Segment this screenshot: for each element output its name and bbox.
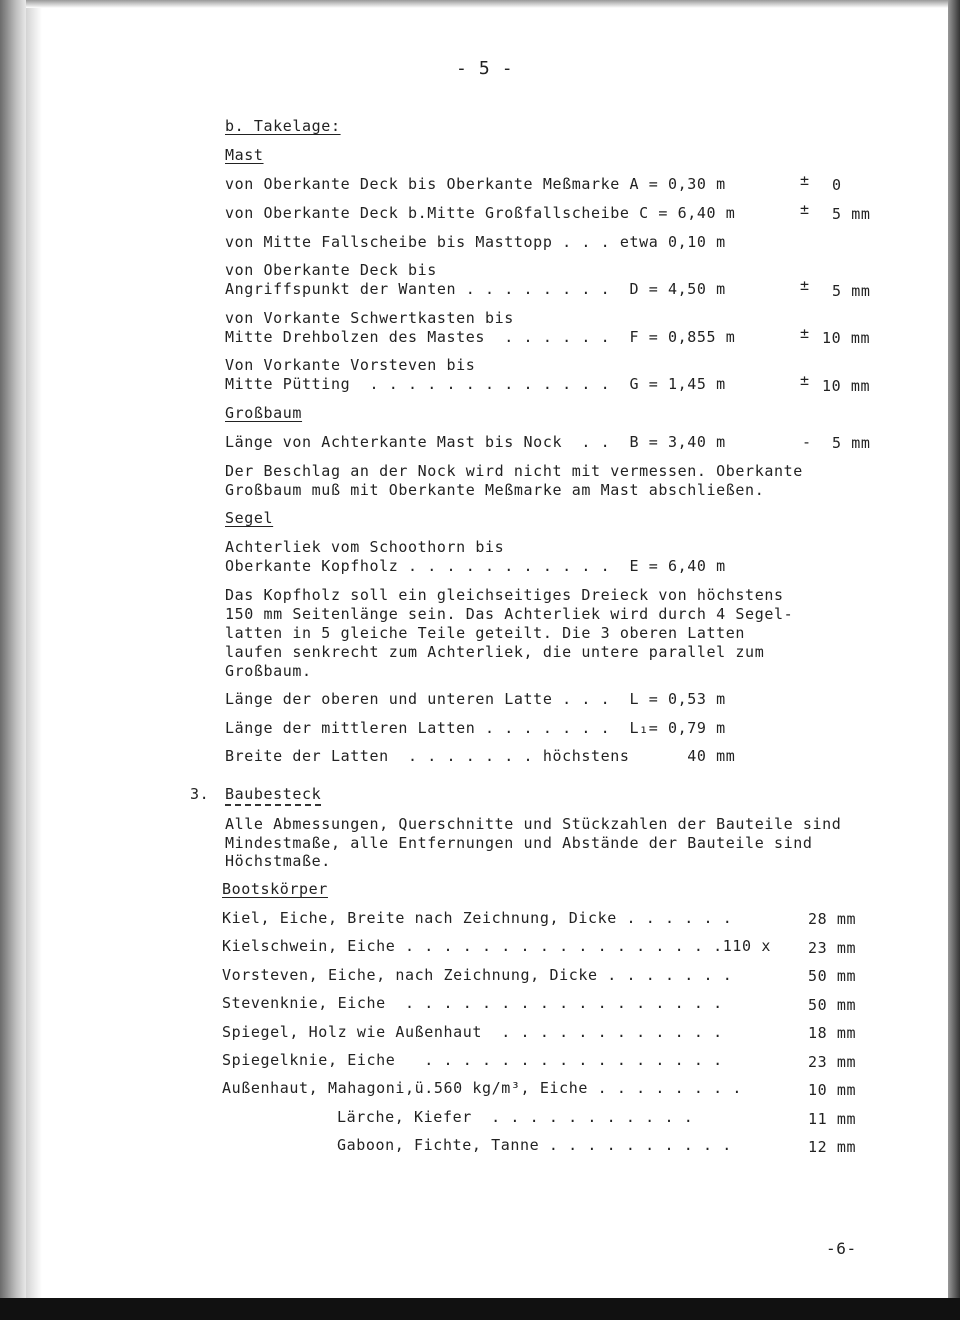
next-page-marker: -6- <box>826 1239 857 1258</box>
bootskoerper-row-kiel: Kiel, Eiche, Breite nach Zeichnung, Dicke . . . . . . <box>222 909 733 927</box>
bootskoerper-row-vorsteven-value: 50 mm <box>808 967 857 985</box>
bootskoerper-row-spiegel-value: 18 mm <box>808 1024 857 1042</box>
segel-row-e-line1: Achterliek vom Schoothorn bis <box>225 538 505 556</box>
mast-row-d-tol-sign: ± <box>800 276 810 294</box>
grossbaum-row-b-tol: 5 mm <box>832 434 871 452</box>
bootskoerper-row-gaboon-value: 12 mm <box>808 1138 857 1156</box>
bootskoerper-row-stevenknie: Stevenknie, Eiche . . . . . . . . . . . . . . . . . <box>222 994 723 1012</box>
bootskoerper-row-kielschwein-value: 23 mm <box>808 939 857 957</box>
mast-row-a-tol: 0 <box>832 176 842 194</box>
mast-row-f-tol-sign: ± <box>800 324 810 342</box>
bootskoerper-row-spiegel: Spiegel, Holz wie Außenhaut . . . . . . . . . . . . <box>222 1023 723 1041</box>
mast-row-a: von Oberkante Deck bis Oberkante Meßmarke A = 0,30 m <box>225 175 726 193</box>
segel-para-line3: latten in 5 gleiche Teile geteilt. Die 3 oberen Latten <box>225 624 746 642</box>
grossbaum-note-line1: Der Beschlag an der Nock wird nicht mit vermessen. Oberkante <box>225 462 803 480</box>
mast-row-d-tol: 5 mm <box>832 282 871 300</box>
bootskoerper-row-aussenhaut-value: 10 mm <box>808 1081 857 1099</box>
page-number: - 5 - <box>456 58 514 79</box>
grossbaum-row-b: Länge von Achterkante Mast bis Nock . . B = 3,40 m <box>225 433 726 451</box>
mast-row-c-tol: 5 mm <box>832 205 871 223</box>
latten-row-l: Länge der oberen und unteren Latte . . . L = 0,53 m <box>225 690 726 708</box>
subheading-segel: Segel <box>225 509 274 527</box>
bootskoerper-row-stevenknie-value: 50 mm <box>808 996 857 1014</box>
grossbaum-row-b-tol-sign: - <box>802 433 812 451</box>
bootskoerper-row-vorsteven: Vorsteven, Eiche, nach Zeichnung, Dicke . . . . . . . <box>222 966 733 984</box>
bootskoerper-row-kielschwein: Kielschwein, Eiche . . . . . . . . . . . . . . . . .110 x <box>222 937 771 955</box>
baubesteck-intro-line3: Höchstmaße. <box>225 852 331 870</box>
mast-row-a-tol-sign: ± <box>800 171 810 189</box>
latten-row-breite: Breite der Latten . . . . . . . höchstens 40 mm <box>225 747 736 765</box>
bootskoerper-row-aussenhaut: Außenhaut, Mahagoni,ü.560 kg/m³, Eiche . . . . . . . . <box>222 1079 743 1097</box>
baubesteck-intro-line1: Alle Abmessungen, Querschnitte und Stückzahlen der Bauteile sind <box>225 815 842 833</box>
baubesteck-intro-line2: Mindestmaße, alle Entfernungen und Abstände der Bauteile sind <box>225 834 813 852</box>
mast-row-f-tol: 10 mm <box>822 329 871 347</box>
mast-row-g-tol: 10 mm <box>822 377 871 395</box>
scan-edge-top <box>26 0 948 8</box>
section-heading-takelage: b. Takelage: <box>225 117 341 135</box>
mast-row-f-line1: von Vorkante Schwertkasten bis <box>225 309 514 327</box>
grossbaum-note-line2: Großbaum muß mit Oberkante Meßmarke am Mast abschließen. <box>225 481 765 499</box>
segel-row-e-line2: Oberkante Kopfholz . . . . . . . . . . . E = 6,40 m <box>225 557 726 575</box>
scan-edge-left <box>0 0 26 1320</box>
section-number-3: 3. <box>190 785 210 803</box>
bootskoerper-row-spiegelknie: Spiegelknie, Eiche . . . . . . . . . . . . . . . . <box>222 1051 723 1069</box>
scan-edge-bottom <box>0 1298 960 1320</box>
subheading-bootskoerper: Bootskörper <box>222 880 328 898</box>
mast-row-d-line1: von Oberkante Deck bis <box>225 261 437 279</box>
segel-para-line1: Das Kopfholz soll ein gleichseitiges Dreieck von höchstens <box>225 586 784 604</box>
mast-row-c-tol-sign: ± <box>800 200 810 218</box>
mast-row-g-line2: Mitte Pütting . . . . . . . . . . . . . G = 1,45 m <box>225 375 726 393</box>
mast-row-topp: von Mitte Fallscheibe bis Masttopp . . . etwa 0,10 m <box>225 233 726 251</box>
mast-row-g-tol-sign: ± <box>800 371 810 389</box>
mast-row-g-line1: Von Vorkante Vorsteven bis <box>225 356 476 374</box>
mast-row-c: von Oberkante Deck b.Mitte Großfallscheibe C = 6,40 m <box>225 204 736 222</box>
bootskoerper-row-laerche-value: 11 mm <box>808 1110 857 1128</box>
subheading-mast: Mast <box>225 146 264 164</box>
paper-shadow <box>26 0 42 1298</box>
bootskoerper-row-gaboon: Gaboon, Fichte, Tanne . . . . . . . . . . <box>337 1136 732 1154</box>
section-heading-baubesteck: Baubesteck <box>225 785 321 803</box>
segel-para-line2: 150 mm Seitenlänge sein. Das Achterliek wird durch 4 Segel- <box>225 605 794 623</box>
bootskoerper-row-spiegelknie-value: 23 mm <box>808 1053 857 1071</box>
scan-edge-right <box>948 0 960 1320</box>
bootskoerper-row-kiel-value: 28 mm <box>808 910 857 928</box>
mast-row-f-line2: Mitte Drehbolzen des Mastes . . . . . . F = 0,855 m <box>225 328 736 346</box>
latten-row-l1: Länge der mittleren Latten . . . . . . . L₁= 0,79 m <box>225 719 726 737</box>
subheading-grossbaum: Großbaum <box>225 404 303 422</box>
mast-row-d-line2: Angriffspunkt der Wanten . . . . . . . . D = 4,50 m <box>225 280 726 298</box>
bootskoerper-row-laerche: Lärche, Kiefer . . . . . . . . . . . <box>337 1108 694 1126</box>
segel-para-line4: laufen senkrecht zum Achterliek, die untere parallel zum <box>225 643 765 661</box>
segel-para-line5: Großbaum. <box>225 662 312 680</box>
